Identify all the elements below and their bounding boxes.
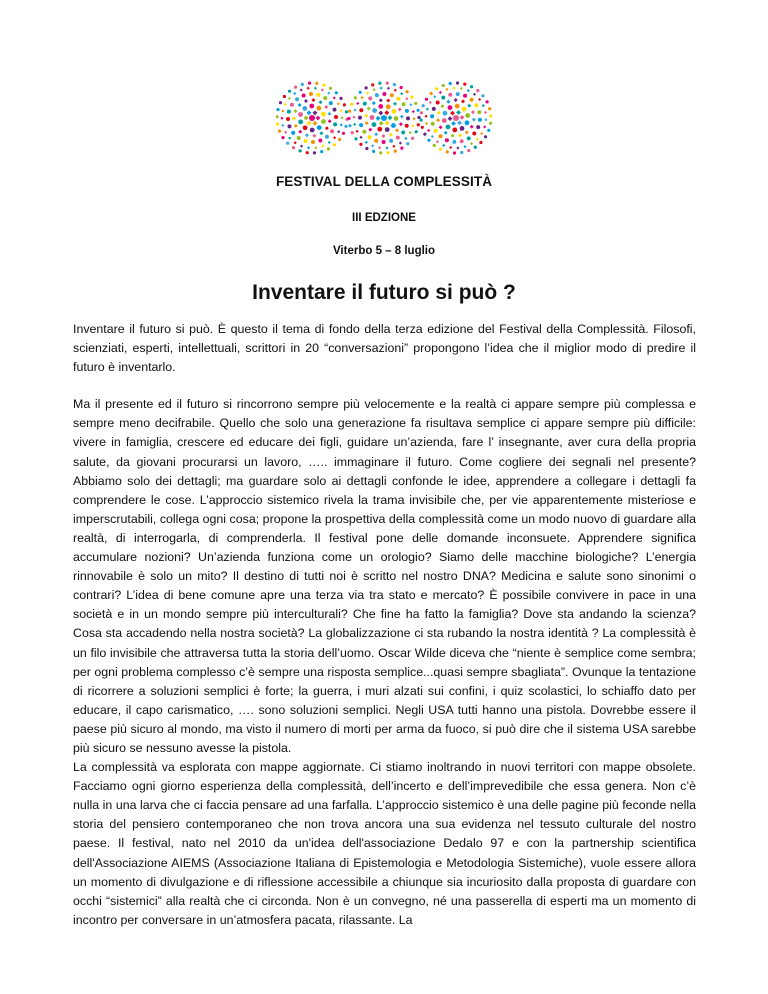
place-dates: Viterbo 5 – 8 luglio (332, 245, 436, 257)
article-title: Inventare il futuro si può ? (252, 281, 516, 304)
mandala-icon (276, 82, 349, 155)
article-body (73, 320, 696, 930)
paragraph-intro: Inventare il futuro si può. È questo il tema di fondo della terza edizione del Festival della Complessità. Filosofi, scienziati, esperti, intellettuali, scrittori in 20 “conversazioni” propongono l’idea che il miglior modo di predire il futuro è inventarlo. (73, 322, 696, 375)
paragraph-main: Ma il presente ed il futuro si rincorrono sempre più velocemente e la realtà ci appare sempre più complessa e sempre meno decifrabile. Quello che solo una generazione fa risultava semplice ci appare sempre più difficile: vivere in famiglia, crescere ed educare dei figli, guidare un’azienda, fare l’ insegnante, aver cura della propria salute, da giovani procurarsi un lavoro, ….. immaginare il futuro. Come cogliere dei segnali nel presente? Abbiamo solo dei dettagli; ma guardare solo ai dettagli confonde le idee, apprendere a collegare i dettagli fa comprendere le cose. L’approccio sistemico rivela la trama invisibile che, per vie apparentemente misteriose e imperscrutabili, collega ogni cosa; propone la prospettiva della complessità come un modo nuovo di guardare alla realtà, di interrogarla, di comprenderla. Il festival pone delle domande inconsuete. Apprendere significa accumulare nozioni? Un’azienda funziona come un orologio? Siamo delle macchine biologiche? L’energia rinnovabile è solo un mito? Il destino di tutti noi è scritto nel nostro DNA? Medicina e salute sono sinonimi o contrari? L’idea di bene comune apre una terza via tra stato e mercato? È possibile convivere in pace in una società e in un mondo sempre più interculturali? Che fine ha fatto la famiglia? Dove sta andando la scienza? Cosa sta accadendo nella nostra società? La globalizzazione ci sta rubando la nostra identità ? La complessità è un filo invisibile che attraversa tutta la storia dell’uomo. Oscar Wilde diceva che “niente è semplice come sembra; per ogni problema complesso c’è sempre una risposta semplice...quasi sempre sbagliata”. Ovunque la tentazione di ricorrere a soluzioni semplici è forte; la guerra, i muri alzati sui confini, i quiz scolastici, lo schiaffo dato per educare, il capo carismatico, …. sono soluzioni semplici. Negli USA tutti hanno una pistola. Dovrebbe essere il paese più sicuro al mondo, ma visto il numero di morti per arma da fuoco, si può dire che il sistema USA sarebbe più sicuro se nessuno avesse la pistola. (73, 397, 696, 755)
mandala-logo (276, 80, 492, 156)
paragraph-complexity: La complessità va esplorata con mappe aggiornate. Ci stiamo inoltrando in nuovi territori con mappe obsolete. Facciamo ogni giorno esperienza della complessità, dell’incerto e dell’imprevedibile che essa genera. Non c’è nulla in una larva che ci faccia pensare ad una farfalla. L’approccio sistemico è una delle pagine più feconde nella storia del pensiero contemporaneo che non trova ancora una sua evidenza nel tessuto culturale del nostro paese. Il festival, nato nel 2010 da un'idea dell'associazione Dedalo 97 e con la partnership scientifica dell'Associazione AIEMS (Associazione Italiana di Epistemologia e Metodologia Sistemiche), vuole essere allora un momento di divulgazione e di riflessione accessibile a chiunque sia incuriosito dalla proposta di guardare con occhi “sistemici” alla realtà che ci circonda. Non è un convegno, né una passerella di esperti ma un momento di incontro per conversare in un’atmosfera pacata, rilassante. La (73, 760, 696, 927)
mandala-icon (420, 81, 493, 154)
mandala-icon (347, 82, 420, 155)
festival-name: FESTIVAL DELLA COMPLESSITÀ (275, 174, 493, 189)
edition-label: III EDZIONE (352, 212, 416, 224)
